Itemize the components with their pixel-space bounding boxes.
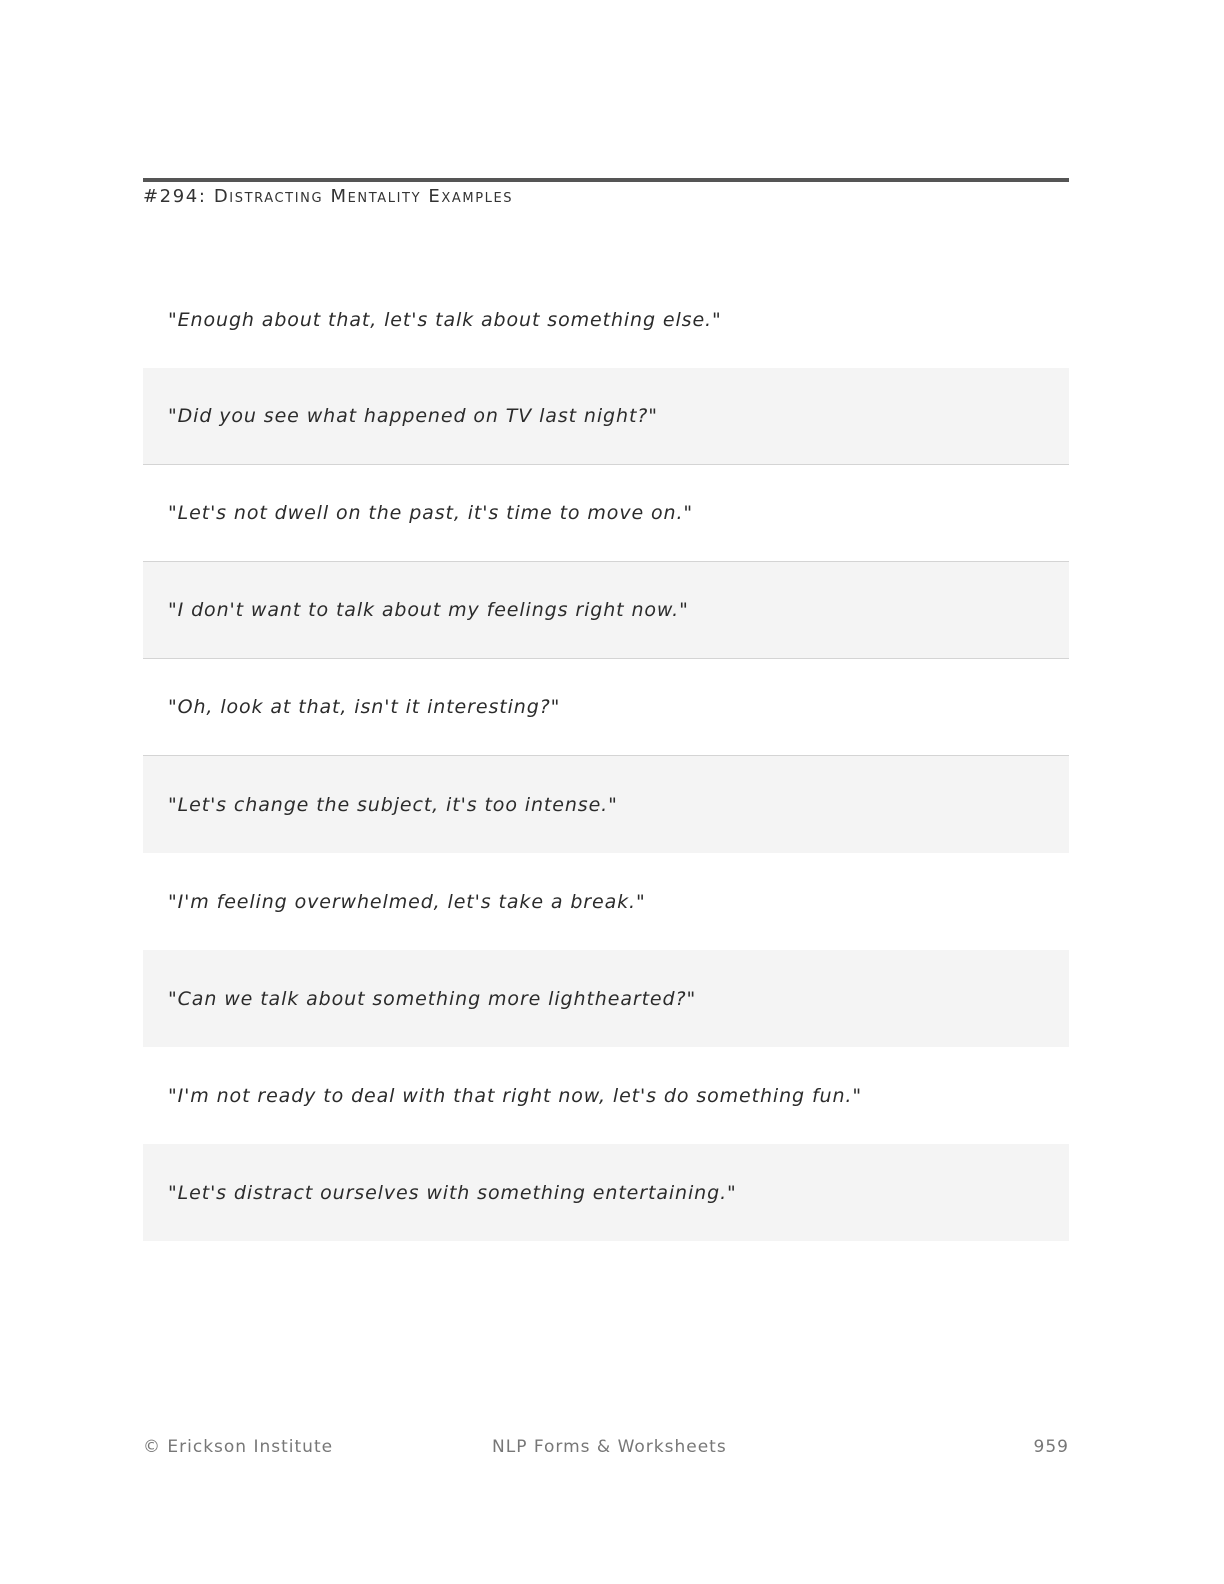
example-text: "Did you see what happened on TV last night?"	[168, 405, 658, 427]
example-text: "I'm not ready to deal with that right now, let's do something fun."	[168, 1084, 862, 1107]
example-row	[143, 368, 1069, 465]
example-row	[143, 271, 1069, 368]
footer-page-number: 959	[1033, 1437, 1069, 1457]
example-row	[143, 562, 1069, 659]
example-text: "I don't want to talk about my feelings right now."	[168, 599, 689, 621]
footer-copyright: © Erickson Institute	[143, 1437, 334, 1457]
example-text: "Let's distract ourselves with something entertaining."	[168, 1181, 737, 1204]
examples-list	[143, 271, 1069, 1241]
example-text: "Can we talk about something more lighthearted?"	[168, 987, 697, 1010]
example-row	[143, 756, 1069, 853]
example-text: "Let's not dwell on the past, it's time to move on."	[168, 502, 694, 524]
page-title: #294: Distracting Mentality Examples	[143, 186, 514, 207]
header-rule	[143, 178, 1069, 182]
example-row	[143, 950, 1069, 1047]
example-text: "Enough about that, let's talk about something else."	[168, 308, 722, 331]
example-row	[143, 465, 1069, 562]
page-footer	[143, 1437, 1069, 1461]
footer-book-title: NLP Forms & Worksheets	[492, 1437, 727, 1457]
example-row	[143, 659, 1069, 756]
example-text: "Oh, look at that, isn't it interesting?"	[168, 696, 561, 718]
example-row	[143, 853, 1069, 950]
document-page	[143, 0, 1069, 1584]
example-row	[143, 1144, 1069, 1241]
example-row	[143, 1047, 1069, 1144]
example-text: "Let's change the subject, it's too intense."	[168, 793, 618, 816]
example-text: "I'm feeling overwhelmed, let's take a break."	[168, 890, 646, 913]
